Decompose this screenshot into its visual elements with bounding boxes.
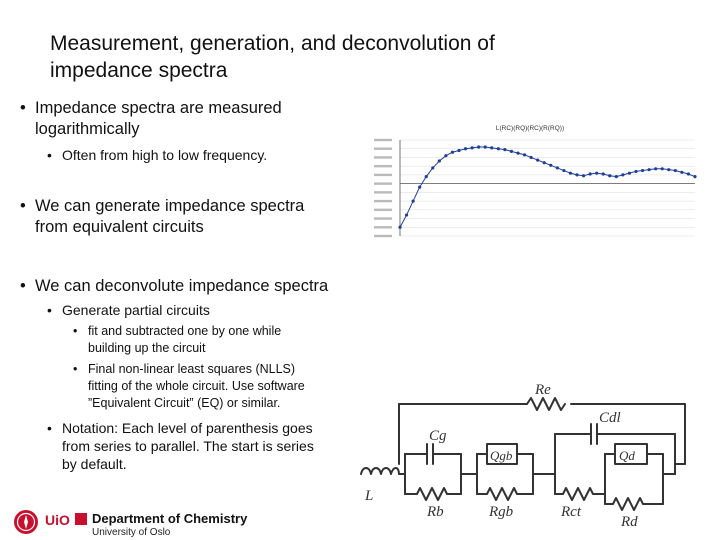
- footer-logo: [12, 508, 252, 540]
- chart-data-point: [425, 175, 428, 178]
- bullet-text: Generate partial circuits: [62, 302, 210, 318]
- chart-y-tick-label: [374, 200, 392, 202]
- bullet-text: ”Equivalent Circuit” (EQ) or similar.: [88, 396, 281, 410]
- chart-data-point: [556, 166, 559, 169]
- bullet-text: by default.: [62, 456, 127, 472]
- chart-series-line: [400, 147, 695, 227]
- bullet-measured: [20, 98, 335, 140]
- chart-data-point: [444, 154, 447, 157]
- bullet-text: We can deconvolute impedance spectra: [35, 277, 329, 295]
- chart-data-point: [687, 172, 690, 175]
- chart-data-point: [654, 167, 657, 170]
- chart-title: L(RC)(RQ)(RC)(R(RQ)): [495, 125, 565, 132]
- chart-data-point: [674, 169, 677, 172]
- bullet-text: Impedance spectra are measured: [35, 99, 282, 117]
- sub-bullet-frequency: [47, 146, 352, 164]
- label-rd: Rd: [621, 514, 638, 530]
- chart-y-tick-label: [374, 217, 392, 219]
- department-name: Department of Chemistry: [92, 511, 248, 526]
- label-rct: Rct: [561, 504, 581, 520]
- chart-y-tick-label: [374, 165, 392, 167]
- chart-data-point: [621, 173, 624, 176]
- chart-data-point: [405, 213, 408, 216]
- chart-data-point: [431, 166, 434, 169]
- chart-y-tick-label: [374, 235, 392, 237]
- chart-data-point: [569, 172, 572, 175]
- label-qgb: Qgb: [490, 448, 513, 463]
- chart-y-tick-label: [374, 182, 392, 184]
- chart-data-point: [549, 164, 552, 167]
- chart-y-tick-label: [374, 148, 392, 150]
- title-line-2: impedance spectra: [50, 59, 228, 82]
- label-inductor: L: [365, 488, 374, 504]
- chart-y-tick-label: [374, 209, 392, 211]
- bullet-text: building up the circuit: [88, 341, 206, 355]
- chart-data-point: [523, 153, 526, 156]
- chart-data-point: [641, 169, 644, 172]
- chart-data-point: [595, 172, 598, 175]
- bullet-dot: •: [73, 324, 78, 338]
- title-line-1: Measurement, generation, and deconvolution of: [50, 32, 495, 55]
- sub-bullet-partial: [47, 301, 352, 319]
- bullet-text: logarithmically: [35, 120, 140, 138]
- chart-gridlines: [400, 140, 695, 236]
- label-cg: Cg: [429, 428, 447, 444]
- chart-data-point: [582, 174, 585, 177]
- chart-data-point: [661, 167, 664, 170]
- bullet-text: Often from high to low frequency.: [62, 147, 268, 163]
- chart-data-point: [543, 161, 546, 164]
- bullet-text: Final non-linear least squares (NLLS): [88, 362, 296, 376]
- bullet-generate: [20, 196, 355, 238]
- chart-data-point: [471, 146, 474, 149]
- chart-data-point: [536, 158, 539, 161]
- chart-data-point: [484, 145, 487, 148]
- chart-data-point: [615, 175, 618, 178]
- label-cdl: Cdl: [599, 410, 621, 426]
- bullet-dot: •: [47, 420, 52, 436]
- chart-data-point: [418, 186, 421, 189]
- bullet-text: Notation: Each level of parenthesis goes: [62, 420, 313, 436]
- chart-data-point: [451, 151, 454, 154]
- bullet-text: from equivalent circuits: [35, 218, 204, 236]
- chart-y-tick-label: [374, 139, 392, 141]
- equivalent-circuit-diagram: [355, 370, 715, 540]
- bullet-text: fit and subtracted one by one while: [88, 324, 282, 338]
- impedance-chart: [360, 118, 710, 248]
- bullet-dot: •: [47, 147, 52, 163]
- label-qd: Qd: [619, 448, 635, 463]
- chart-axes: [400, 140, 695, 236]
- chart-y-tick-label: [374, 156, 392, 158]
- chart-data-point: [562, 169, 565, 172]
- chart-data-point: [477, 145, 480, 148]
- chart-data-point: [693, 175, 696, 178]
- chart-data-point: [602, 172, 605, 175]
- slide-title: [50, 30, 610, 84]
- label-re: Re: [535, 382, 551, 398]
- chart-data-point: [589, 172, 592, 175]
- bullet-dot: •: [20, 277, 26, 295]
- chart-y-tick-label: [374, 226, 392, 228]
- chart-data-point: [438, 159, 441, 162]
- chart-data-point: [398, 226, 401, 229]
- chart-data-point: [634, 170, 637, 173]
- chart-data-point: [575, 173, 578, 176]
- chart-data-point: [648, 168, 651, 171]
- chart-series-path: [400, 147, 695, 227]
- chart-data-point: [412, 199, 415, 202]
- bullet-text: We can generate impedance spectra: [35, 197, 305, 215]
- chart-data-point: [516, 151, 519, 154]
- chart-data-point: [503, 148, 506, 151]
- bullet-dot: •: [47, 302, 52, 318]
- chart-data-point: [497, 147, 500, 150]
- bullet-text: from series to parallel. The start is series: [62, 438, 314, 454]
- chart-data-point: [510, 150, 513, 153]
- chart-data-point: [628, 172, 631, 175]
- chart-tick-marks: [374, 139, 392, 237]
- bullet-dot: •: [20, 197, 26, 215]
- chart-data-point: [490, 146, 493, 149]
- org-short: UiO: [45, 512, 70, 528]
- sub-sub-bullet-nlls: [73, 361, 358, 412]
- sub-sub-bullet-fit: [73, 323, 358, 357]
- chart-data-point: [530, 156, 533, 159]
- bullet-dot: •: [73, 362, 78, 376]
- chart-data-point: [464, 147, 467, 150]
- chart-data-point: [680, 171, 683, 174]
- chart-data-point: [608, 174, 611, 177]
- chart-data-point: [457, 149, 460, 152]
- university-name: University of Oslo: [92, 527, 171, 538]
- bullet-deconvolute: [20, 276, 365, 297]
- chart-data-point: [667, 168, 670, 171]
- chart-y-tick-label: [374, 191, 392, 193]
- label-rgb: Rgb: [489, 504, 514, 520]
- sub-bullet-notation: [47, 419, 362, 473]
- bullet-text: fitting of the whole circuit. Use software: [88, 379, 305, 393]
- bullet-dot: •: [20, 99, 26, 117]
- org-separator: [75, 513, 87, 525]
- label-rb: Rb: [427, 504, 444, 520]
- chart-y-tick-label: [374, 174, 392, 176]
- uio-seal-icon: [12, 508, 42, 536]
